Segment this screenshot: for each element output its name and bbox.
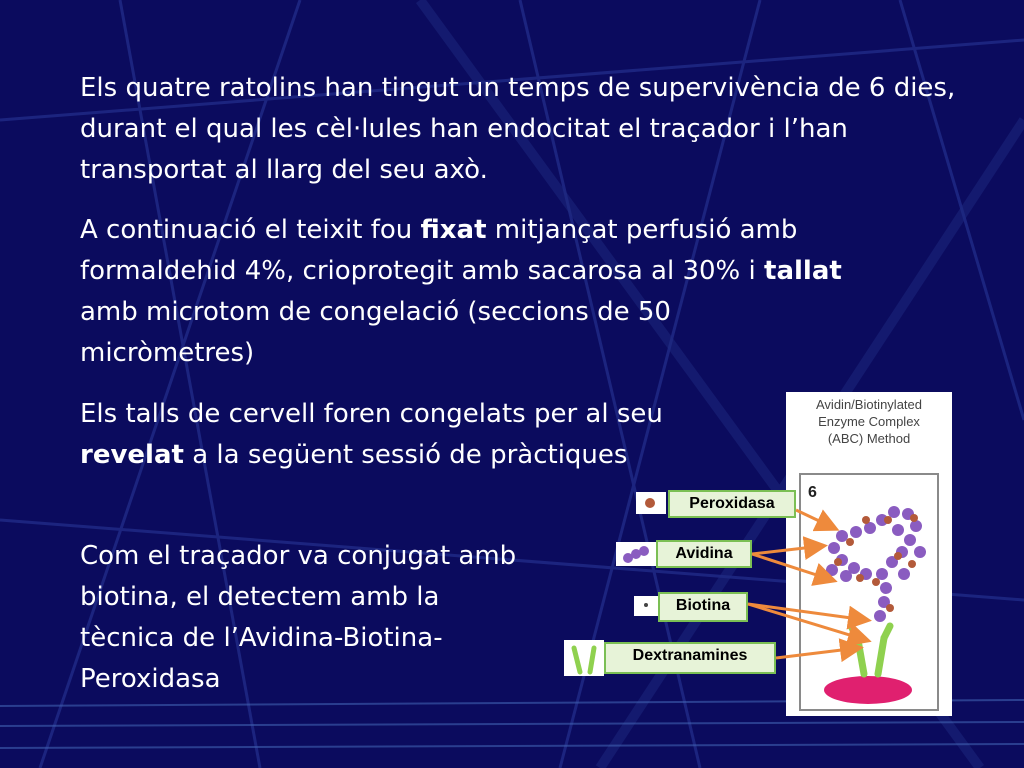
paragraph-text: amb microtom de congelació (seccions de 50 micròmetres) [80,297,671,368]
paragraph-text: Com el traçador va conjugat amb biotina, el detectem amb la tècnica de l’Avidina-Biotina-Peroxidasa [80,541,517,694]
peroxidasa-swatch [636,492,666,514]
paragraph-fixation [80,210,850,374]
tissue-base-icon [824,676,912,704]
figure-title-line: (ABC) Method [827,431,911,446]
bold-term: tallat [764,256,842,286]
brown-dot-icon [645,498,655,508]
paragraph-text: Els quatre ratolins han tingut un temps de supervivència de 6 dies, durant el qual les cèl·lules han endocitat el traçador i l’han transportat al llarg del seu axò. [80,73,956,185]
avidina-swatch [616,542,658,566]
panel-number: 6 [808,484,817,501]
biotina-swatch [634,596,658,616]
paragraph-technique [80,536,530,700]
paragraph-text: mitjançat perfusió amb formaldehid 4%, crioprotegit amb sacarosa al 30% i [80,215,798,286]
small-dot-icon [644,603,648,607]
antibody-icon [852,626,890,674]
paragraph-freezing [80,394,720,476]
label-avidina: Avidina [656,540,752,568]
paragraph-text: A continuació el teixit fou [80,215,421,245]
bold-term: fixat [420,215,487,245]
complex-chain-icon [826,506,926,622]
label-dextranamines: Dextranamines [604,642,776,674]
abc-method-figure [786,392,952,716]
paragraph-survival [80,68,980,191]
abc-complex-drawing [786,392,952,716]
bold-term: revelat [80,440,184,470]
green-antibody-icon [564,640,604,676]
dextranamines-swatch [564,640,604,676]
paragraph-text: a la següent sessió de pràctiques [183,440,628,470]
label-biotina: Biotina [658,592,748,622]
paragraph-text: Els talls de cervell foren congelats per al seu [80,399,663,429]
figure-title-line: Enzyme Complex [818,414,920,429]
label-peroxidasa: Peroxidasa [668,490,796,518]
purple-molecule-icon [616,542,658,566]
figure-title-line: Avidin/Biotinylated [816,397,922,412]
